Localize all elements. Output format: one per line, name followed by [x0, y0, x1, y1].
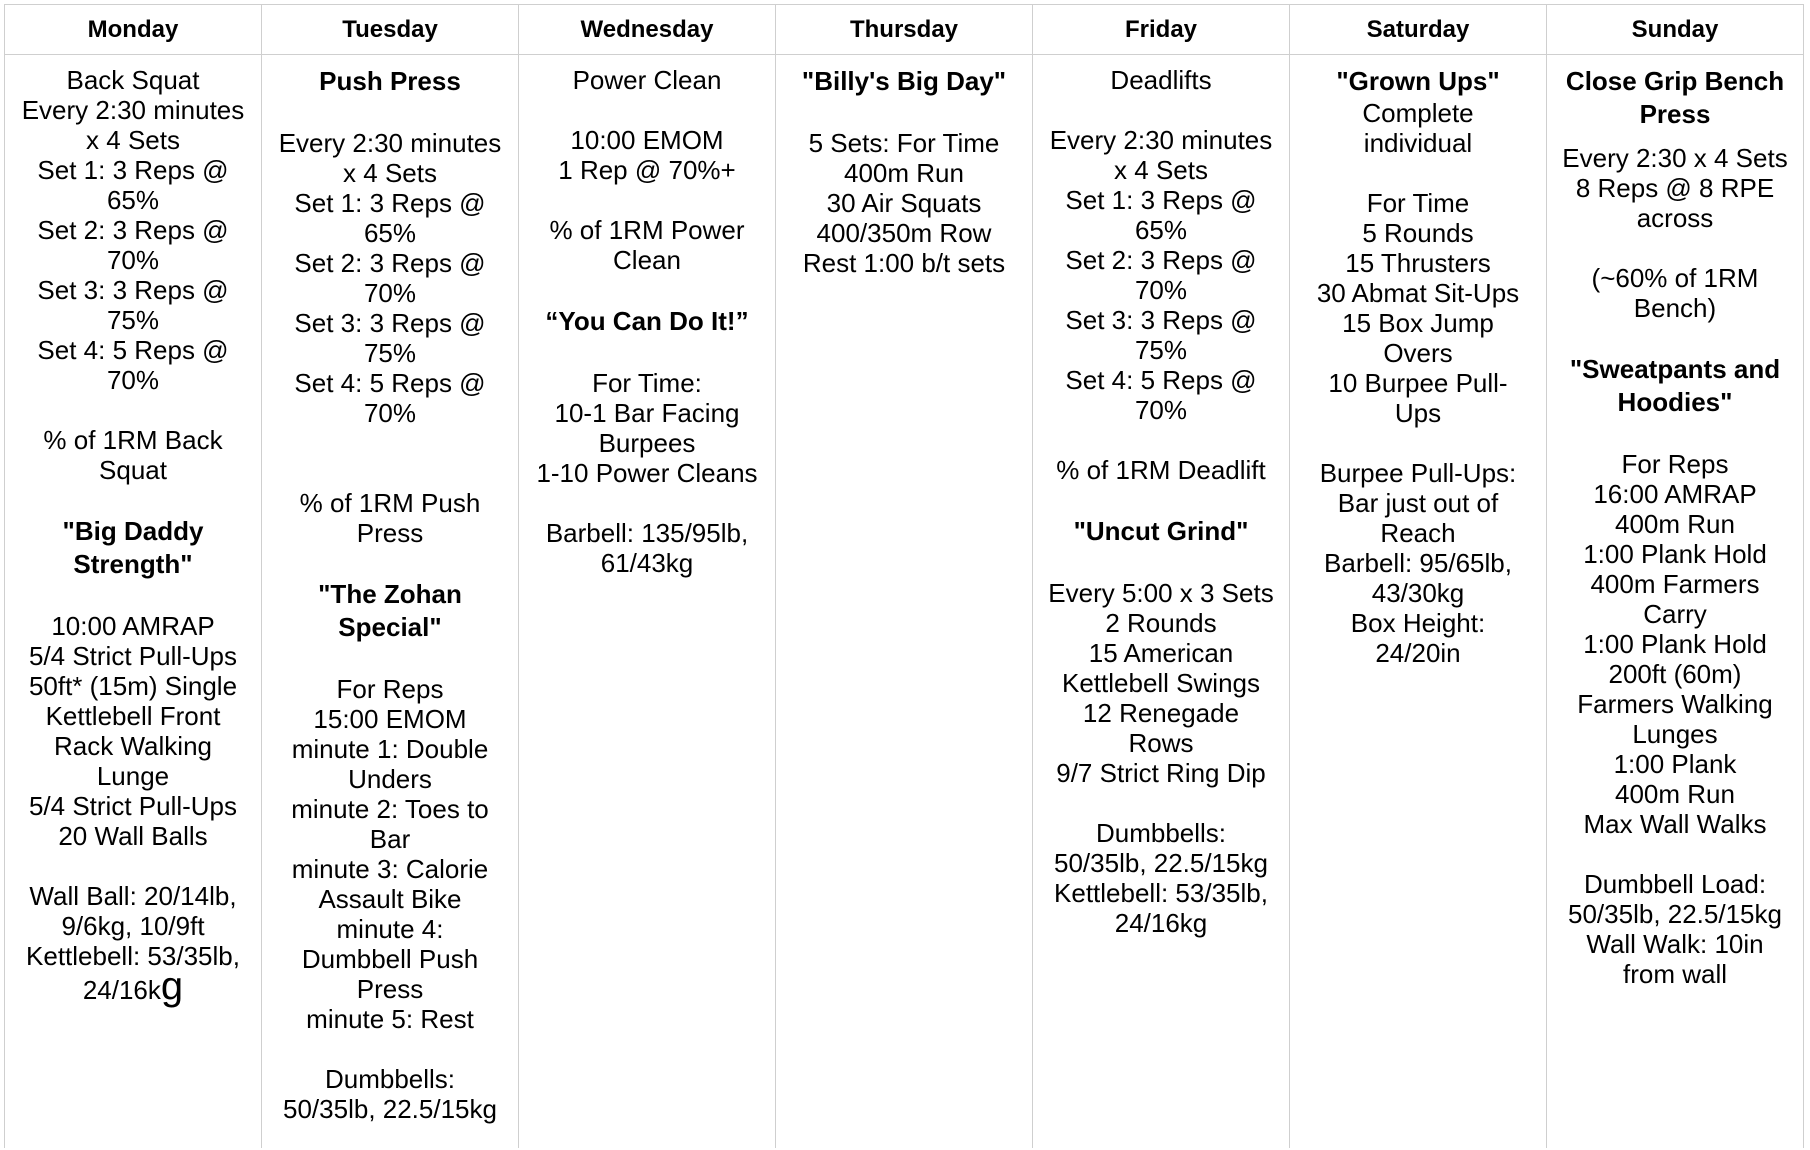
workout-title: “You Can Do It!” — [545, 306, 749, 336]
workout-line: 1-10 Power Cleans — [536, 458, 758, 488]
workout-line: 61/43kg — [600, 548, 694, 578]
workout-title: "Sweatpants and — [1569, 354, 1781, 384]
workout-line: Bench) — [1633, 293, 1717, 323]
workout-line: Set 4: 5 Reps @ — [1065, 365, 1257, 395]
workout-line: % of 1RM Back — [43, 425, 223, 455]
workout-line: (~60% of 1RM — [1591, 263, 1759, 293]
day-header-sunday: Sunday — [1547, 5, 1804, 55]
workout-line: 70% — [1134, 275, 1188, 305]
workout-line: x 4 Sets — [86, 125, 180, 155]
workout-line: 30 Abmat Sit-Ups — [1316, 278, 1520, 308]
workout-line: Power Clean — [572, 65, 722, 95]
workout-line: Set 3: 3 Reps @ — [37, 275, 229, 305]
day-cell-sunday — [1547, 55, 1804, 1148]
workout-line: % of 1RM Deadlift — [1056, 455, 1266, 485]
workout-line: Barbell: 95/65lb, — [1324, 548, 1512, 578]
workout-line-text: 24/16k — [82, 975, 161, 1005]
workout-title: "Billy's Big Day" — [801, 66, 1007, 96]
workout-line: Squat — [99, 455, 167, 485]
workout-title: Push Press — [319, 66, 461, 96]
workout-title: Hoodies" — [1617, 387, 1733, 417]
day-header-thursday: Thursday — [776, 5, 1033, 55]
workout-line-text: g — [160, 964, 184, 1008]
workout-line: 70% — [363, 278, 417, 308]
workout-line: 50ft* (15m) Single — [28, 671, 238, 701]
workout-line: 15 Box Jump — [1342, 308, 1494, 338]
workout-title: Press — [1639, 99, 1711, 129]
workout-line: Overs — [1383, 338, 1453, 368]
workout-line: minute 5: Rest — [306, 1004, 474, 1034]
workout-title: Strength" — [73, 549, 193, 579]
workout-line: 65% — [106, 185, 160, 215]
workout-line: Lunges — [1632, 719, 1718, 749]
workout-line: 20 Wall Balls — [58, 821, 208, 851]
workout-line: Ups — [1394, 398, 1442, 428]
workout-line: Kettlebell Front — [45, 701, 221, 731]
workout-line: Reach — [1380, 518, 1456, 548]
workout-line: Rack Walking — [54, 731, 212, 761]
workout-line: minute 4: — [336, 914, 444, 944]
workout-line: Every 2:30 minutes — [21, 95, 245, 125]
day-header-friday: Friday — [1033, 5, 1290, 55]
workout-line: 30 Air Squats — [826, 188, 982, 218]
workout-line: Burpees — [598, 428, 696, 458]
workout-line: 24/20in — [1375, 638, 1461, 668]
workout-line: Every 5:00 x 3 Sets — [1048, 578, 1274, 608]
workout-line: Dumbbell Push — [301, 944, 479, 974]
workout-line: For Reps — [1621, 449, 1729, 479]
workout-line: 70% — [106, 245, 160, 275]
day-cell-wednesday — [519, 55, 776, 1148]
workout-line — [15, 964, 251, 1008]
workout-line: minute 3: Calorie — [291, 854, 489, 884]
workout-line: 70% — [106, 365, 160, 395]
workout-title: Special" — [338, 612, 442, 642]
workout-line: Kettlebell Swings — [1062, 668, 1260, 698]
workout-line: minute 2: Toes to — [291, 794, 489, 824]
workout-line: from wall — [1622, 959, 1727, 989]
workout-line: Dumbbell Load: — [1583, 869, 1767, 899]
workout-line: individual — [1363, 128, 1473, 158]
workout-line: Set 4: 5 Reps @ — [294, 368, 486, 398]
workout-line: Kettlebell: 53/35lb, — [1054, 878, 1268, 908]
workout-line: 5/4 Strict Pull-Ups — [28, 791, 238, 821]
workout-line: 400m Run — [1615, 779, 1735, 809]
workout-line: 1 Rep @ 70%+ — [558, 155, 736, 185]
workout-line: Wall Walk: 10in — [1586, 929, 1764, 959]
workout-line: 5 Sets: For Time — [808, 128, 1000, 158]
workout-line: 65% — [363, 218, 417, 248]
workout-line: 8 Reps @ 8 RPE — [1575, 173, 1775, 203]
workout-line: 10:00 EMOM — [570, 125, 724, 155]
workout-line: 50/35lb, 22.5/15kg — [1568, 899, 1782, 929]
workout-line: Deadlifts — [1110, 65, 1212, 95]
day-cell-monday — [5, 55, 262, 1148]
workout-line: Rest 1:00 b/t sets — [802, 248, 1006, 278]
workout-line: % of 1RM Power — [549, 215, 745, 245]
workout-line: % of 1RM Push — [299, 488, 481, 518]
workout-line: Max Wall Walks — [1583, 809, 1767, 839]
workout-line: Dumbbells: — [324, 1064, 456, 1094]
workout-line: 65% — [1134, 215, 1188, 245]
day-header-monday: Monday — [5, 5, 262, 55]
workout-line: x 4 Sets — [343, 158, 437, 188]
workout-line: 75% — [106, 305, 160, 335]
workout-line: Every 2:30 minutes — [278, 128, 502, 158]
workout-line: Complete — [1362, 98, 1474, 128]
workout-title: Close Grip Bench — [1565, 66, 1785, 96]
workout-line: minute 1: Double — [291, 734, 489, 764]
workout-line: 400m Run — [844, 158, 964, 188]
day-header-tuesday: Tuesday — [262, 5, 519, 55]
workout-line: Dumbbells: — [1095, 818, 1227, 848]
workout-line: Kettlebell: 53/35lb, — [26, 941, 240, 971]
workout-line: Press — [356, 974, 424, 1004]
day-cell-tuesday — [262, 55, 519, 1148]
workout-line: Set 3: 3 Reps @ — [294, 308, 486, 338]
workout-line: Set 2: 3 Reps @ — [37, 215, 229, 245]
day-header-saturday: Saturday — [1290, 5, 1547, 55]
workout-line: 400m Run — [1615, 509, 1735, 539]
workout-line: Burpee Pull-Ups: — [1319, 458, 1517, 488]
workout-line: 75% — [1134, 335, 1188, 365]
workout-line: 9/7 Strict Ring Dip — [1056, 758, 1266, 788]
workout-line: 1:00 Plank Hold — [1583, 539, 1767, 569]
workout-line: 400m Farmers — [1590, 569, 1760, 599]
workout-line: 16:00 AMRAP — [1593, 479, 1757, 509]
workout-line: 9/6kg, 10/9ft — [61, 911, 205, 941]
workout-schedule-table — [4, 4, 1804, 1148]
workout-line: For Time — [1366, 188, 1470, 218]
workout-line: 75% — [363, 338, 417, 368]
workout-line: Bar just out of — [1337, 488, 1499, 518]
workout-line: 24/16kg — [1114, 908, 1208, 938]
workout-line: 10-1 Bar Facing — [554, 398, 740, 428]
workout-line: For Reps — [336, 674, 444, 704]
workout-line: 5 Rounds — [1362, 218, 1474, 248]
workout-line: Set 2: 3 Reps @ — [294, 248, 486, 278]
workout-line: Wall Ball: 20/14lb, — [29, 881, 237, 911]
workout-line: Set 2: 3 Reps @ — [1065, 245, 1257, 275]
workout-line: 5/4 Strict Pull-Ups — [28, 641, 238, 671]
workout-line: Barbell: 135/95lb, — [545, 518, 749, 548]
workout-title: "Grown Ups" — [1336, 66, 1500, 96]
workout-line: 50/35lb, 22.5/15kg — [283, 1094, 497, 1124]
workout-line: 1:00 Plank — [1613, 749, 1737, 779]
workout-line: x 4 Sets — [1114, 155, 1208, 185]
workout-line: Lunge — [96, 761, 170, 791]
workout-line: Assault Bike — [318, 884, 462, 914]
workout-line: 12 Renegade — [1082, 698, 1240, 728]
workout-title: "The Zohan — [318, 579, 462, 609]
day-cell-friday — [1033, 55, 1290, 1148]
workout-line: Set 4: 5 Reps @ — [37, 335, 229, 365]
workout-title: "Big Daddy — [62, 516, 204, 546]
workout-line: 15 Thrusters — [1345, 248, 1491, 278]
workout-line: Rows — [1128, 728, 1194, 758]
workout-line: Set 1: 3 Reps @ — [294, 188, 486, 218]
workout-line: 10:00 AMRAP — [51, 611, 215, 641]
day-header-wednesday: Wednesday — [519, 5, 776, 55]
workout-line: Farmers Walking — [1577, 689, 1773, 719]
workout-line: Carry — [1643, 599, 1707, 629]
workout-line: Box Height: — [1350, 608, 1486, 638]
workout-line: 400/350m Row — [816, 218, 992, 248]
schedule-grid — [5, 5, 1804, 1148]
workout-line: 15:00 EMOM — [313, 704, 467, 734]
day-cell-thursday — [776, 55, 1033, 1148]
workout-line: Every 2:30 x 4 Sets — [1562, 143, 1788, 173]
workout-line: 2 Rounds — [1105, 608, 1217, 638]
workout-line: 50/35lb, 22.5/15kg — [1054, 848, 1268, 878]
workout-line: Set 1: 3 Reps @ — [37, 155, 229, 185]
workout-line: 43/30kg — [1371, 578, 1465, 608]
workout-line: Set 3: 3 Reps @ — [1065, 305, 1257, 335]
workout-line: 15 American — [1088, 638, 1234, 668]
workout-line: Back Squat — [66, 65, 200, 95]
workout-line: Press — [356, 518, 424, 548]
workout-line: Set 1: 3 Reps @ — [1065, 185, 1257, 215]
workout-line: Unders — [348, 764, 432, 794]
workout-line: For Time: — [592, 368, 702, 398]
workout-line: 1:00 Plank Hold — [1583, 629, 1767, 659]
workout-line: across — [1636, 203, 1714, 233]
workout-line: 70% — [1134, 395, 1188, 425]
workout-line: 70% — [363, 398, 417, 428]
workout-line: 10 Burpee Pull- — [1328, 368, 1508, 398]
workout-line: Bar — [369, 824, 411, 854]
workout-line: Clean — [613, 245, 681, 275]
workout-line: 200ft (60m) — [1608, 659, 1742, 689]
day-cell-saturday — [1290, 55, 1547, 1148]
workout-line: Every 2:30 minutes — [1049, 125, 1273, 155]
workout-title: "Uncut Grind" — [1073, 516, 1249, 546]
